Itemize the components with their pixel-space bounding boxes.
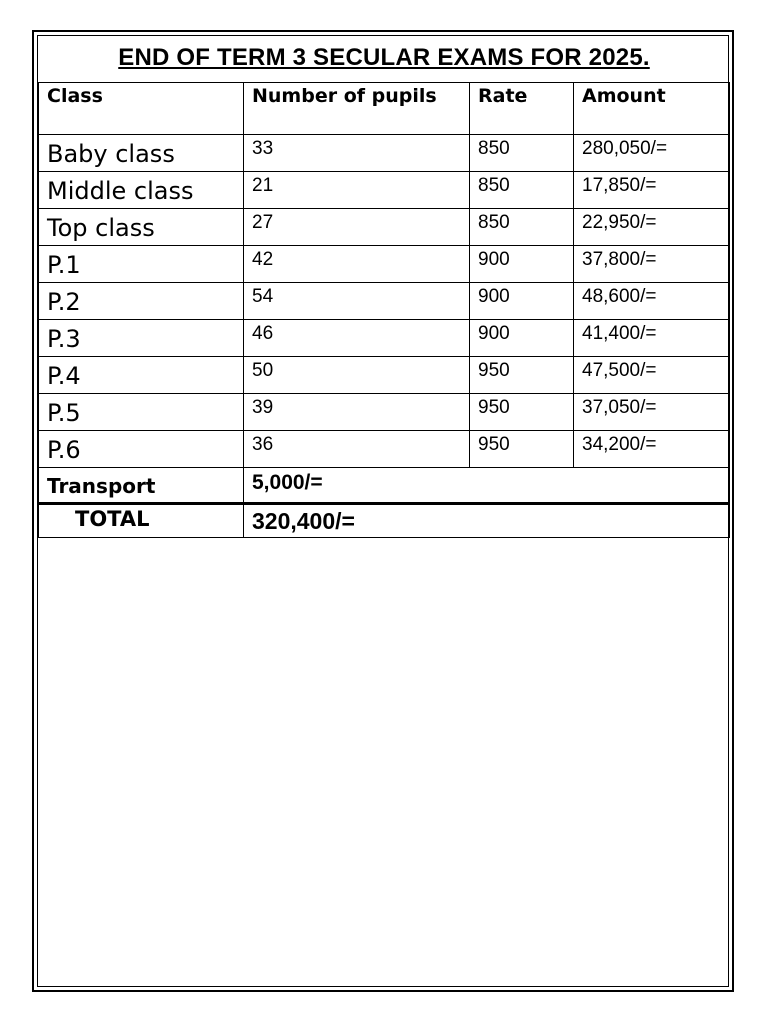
table-row xyxy=(39,209,730,246)
amount-cell: 34,200/= xyxy=(574,431,730,468)
rate-cell: 850 xyxy=(470,172,574,209)
amount-cell: 47,500/= xyxy=(574,357,730,394)
pupils-cell: 54 xyxy=(244,283,470,320)
table-header-row xyxy=(39,83,730,135)
class-cell: Top class xyxy=(39,209,244,246)
document-title: END OF TERM 3 SECULAR EXAMS FOR 2025. xyxy=(118,44,650,71)
header-rate: Rate xyxy=(470,83,574,135)
pupils-cell: 36 xyxy=(244,431,470,468)
class-cell: P.3 xyxy=(39,320,244,357)
pupils-cell: 21 xyxy=(244,172,470,209)
amount-cell: 17,850/= xyxy=(574,172,730,209)
table-row xyxy=(39,320,730,357)
table-row xyxy=(39,431,730,468)
rate-cell: 900 xyxy=(470,283,574,320)
exam-fees-table xyxy=(38,82,730,538)
class-cell: P.6 xyxy=(39,431,244,468)
pupils-cell: 46 xyxy=(244,320,470,357)
rate-cell: 850 xyxy=(470,209,574,246)
table-row xyxy=(39,357,730,394)
pupils-cell: 33 xyxy=(244,135,470,172)
table-row xyxy=(39,283,730,320)
header-amount: Amount xyxy=(574,83,730,135)
table-row xyxy=(39,394,730,431)
class-cell: P.5 xyxy=(39,394,244,431)
table-row xyxy=(39,135,730,172)
total-label: TOTAL xyxy=(39,504,244,538)
amount-cell: 48,600/= xyxy=(574,283,730,320)
total-value: 320,400/= xyxy=(244,504,730,538)
transport-row xyxy=(39,468,730,504)
amount-cell: 41,400/= xyxy=(574,320,730,357)
header-class: Class xyxy=(39,83,244,135)
amount-cell: 280,050/= xyxy=(574,135,730,172)
class-cell: Baby class xyxy=(39,135,244,172)
amount-cell: 22,950/= xyxy=(574,209,730,246)
transport-value: 5,000/= xyxy=(244,468,730,504)
class-cell: Middle class xyxy=(39,172,244,209)
amount-cell: 37,050/= xyxy=(574,394,730,431)
pupils-cell: 27 xyxy=(244,209,470,246)
rate-cell: 950 xyxy=(470,394,574,431)
rate-cell: 950 xyxy=(470,431,574,468)
rate-cell: 850 xyxy=(470,135,574,172)
rate-cell: 950 xyxy=(470,357,574,394)
total-row xyxy=(39,504,730,538)
rate-cell: 900 xyxy=(470,320,574,357)
pupils-cell: 42 xyxy=(244,246,470,283)
table-row xyxy=(39,246,730,283)
class-cell: P.4 xyxy=(39,357,244,394)
header-pupils: Number of pupils xyxy=(244,83,470,135)
amount-cell: 37,800/= xyxy=(574,246,730,283)
pupils-cell: 39 xyxy=(244,394,470,431)
class-cell: P.2 xyxy=(39,283,244,320)
transport-label: Transport xyxy=(39,468,244,504)
class-cell: P.1 xyxy=(39,246,244,283)
table-row xyxy=(39,172,730,209)
pupils-cell: 50 xyxy=(244,357,470,394)
rate-cell: 900 xyxy=(470,246,574,283)
